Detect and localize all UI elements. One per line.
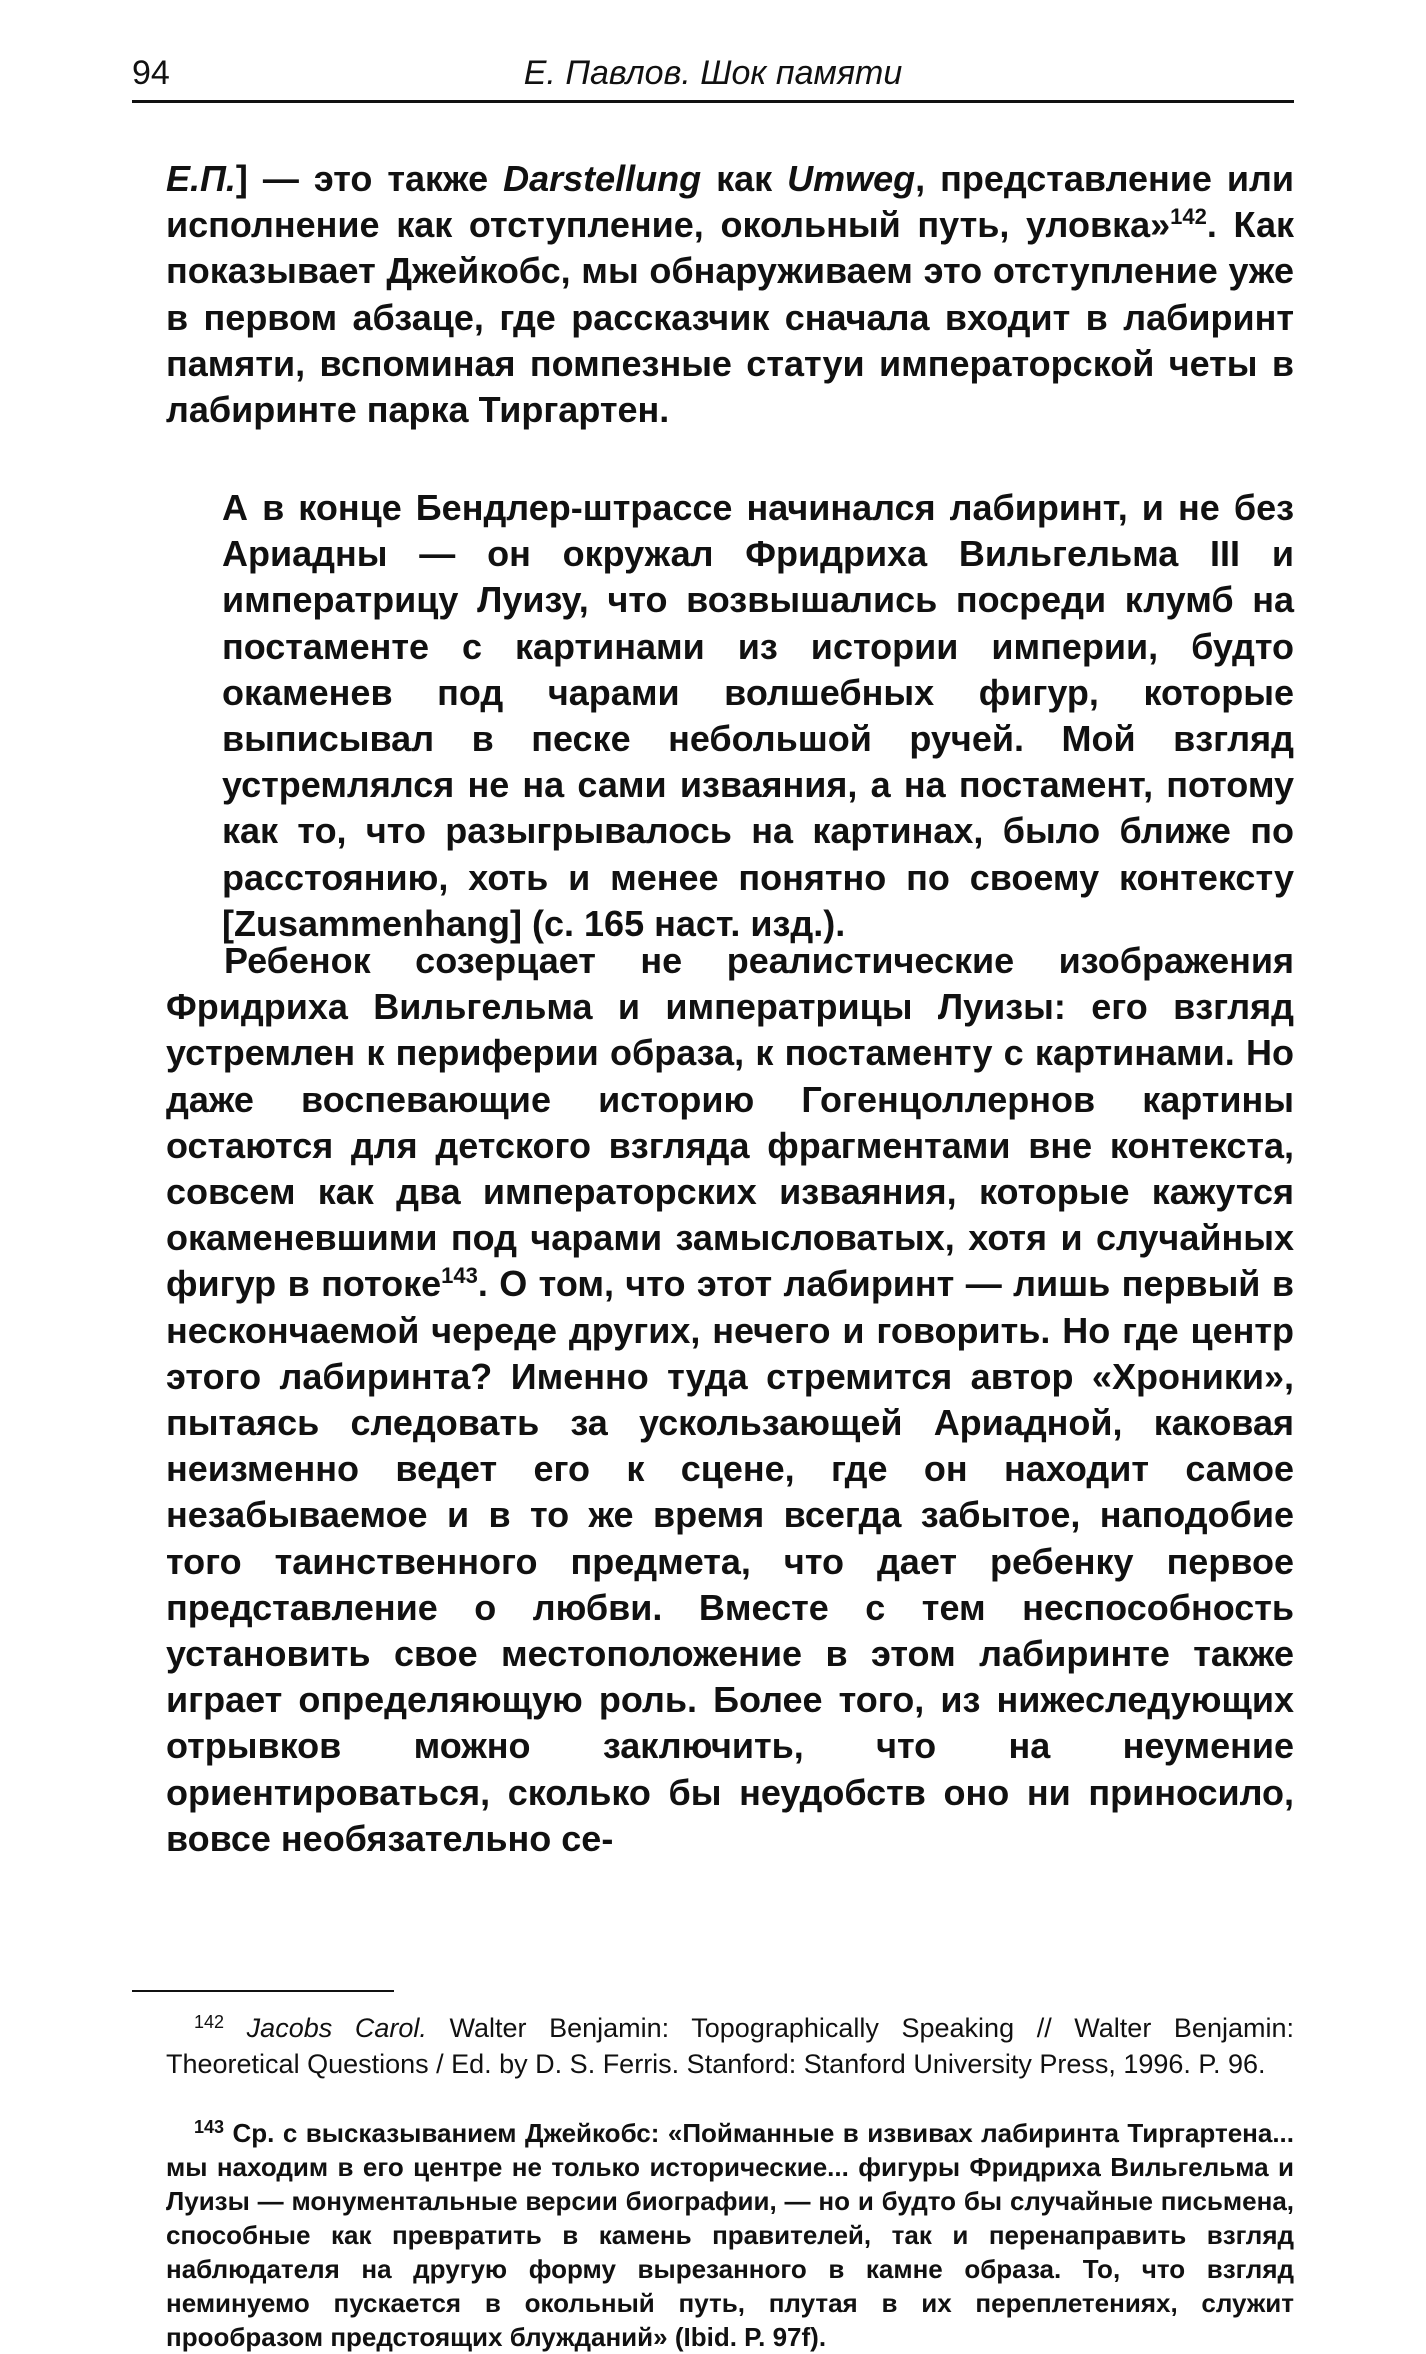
footnote-marker: 142	[194, 2012, 225, 2032]
paragraph-text: . О том, что этот лабиринт — лишь первый в нескончаемой череде других, нечего и говорить. Но где центр этого лабиринта? Именно туда стремится автор «Хроники», пытаясь следовать за ускользающей Ариадной, каковая неизменно ведет его к сцене, где он находит самое незабываемое и в то же время всегда забытое, наподобие того таинственного предмета, что дает ребенку первое представление о любви. Вместе с тем неспособность установить свое местоположение в этом лабиринте также играет определяющую роль. Более того, из нижеследующих отрывков можно заключить, что на неумение ориентироваться, сколько бы неудобств оно ни приносило, вовсе необязательно се-	[166, 1263, 1294, 1859]
footnote-text: Ср. с высказыванием Джейкобс: «Пойманные в извивах лабиринта Тиргартена... мы находим в его центре не только исторические... фигуры Фридриха Вильгельма и Луизы — монументальные версии биографии, — но и будто бы случайные письмена, способные как превратить в камень правителей, так и перенаправить взгляд наблюдателя на другую форму вырезанного в камне образа. То, что взгляд неминуемо пускается в окольный путь, плутая в их переплетениях, служит прообразом предстоящих блужданий» (Ibid. P. 97f).	[166, 2118, 1294, 2352]
term-umweg: Umweg	[787, 158, 916, 199]
footnote-142	[166, 2005, 1294, 2082]
footnote-author: Jacobs Carol.	[246, 2013, 427, 2043]
paragraph-text: как	[701, 158, 788, 199]
term-darstellung: Darstellung	[503, 158, 702, 199]
footnote-reference[interactable]: 143	[441, 1263, 478, 1289]
page-number: 94	[132, 54, 170, 92]
paragraph-main	[166, 938, 1294, 1862]
footnote-reference[interactable]: 142	[1170, 204, 1207, 230]
footnote-text: Walter Benjamin: Topographically Speaking // Walter Benjamin: Theoretical Questions / Ed. by D. S. Ferris. Stanford: Stanford University Press, 1996. P. 96.	[166, 2013, 1294, 2079]
footnote-143	[166, 2110, 1294, 2354]
paragraph-text: . Как показывает Джейкобс, мы обнаруживаем это отступление уже в первом абзаце, где рассказчик сначала входит в лабиринт памяти, вспоминая помпезные статуи императорской четы в лабиринте парка Тиргартен.	[166, 204, 1294, 431]
paragraph-text: ] — это также	[235, 158, 504, 199]
paragraph-text: , представление или исполнение как отступление, окольный путь, уловка»	[166, 158, 1294, 246]
paragraph-text: Ребенок созерцает не реалистические изображения Фридриха Вильгельма и императрицы Луизы: его взгляд устремлен к периферии образа, к постаменту с картинами. Но даже воспевающие историю Гогенцоллернов картины остаются для детского взгляда фрагментами вне контекста, совсем как два императорских изваяния, которые кажутся окаменевшими под чарами замысловатых, хотя и случайных фигур в потоке	[166, 940, 1294, 1305]
footnote-marker: 143	[194, 2117, 225, 2137]
editor-initials: Е.П.	[166, 158, 236, 199]
block-quote: А в конце Бендлер-штрассе начинался лабиринт, и не без Ариадны — он окружал Фридриха Вильгельма III и императрицу Луизу, что возвышались посреди клумб на постаменте с картинами из истории империи, будто окаменев под чарами волшебных фигур, которые выписывал в песке небольшой ручей. Мой взгляд устремлялся не на сами изваяния, а на постамент, потому как то, что разыгрывалось на картинах, было ближе по расстоянию, хоть и менее понятно по своему контексту [Zusammenhang] (с. 165 наст. изд.).	[222, 487, 1294, 944]
paragraph-continuation	[166, 156, 1294, 433]
footnote-divider	[132, 1990, 394, 1992]
running-header	[132, 50, 1294, 103]
running-title: Е. Павлов. Шок памяти	[523, 54, 903, 92]
